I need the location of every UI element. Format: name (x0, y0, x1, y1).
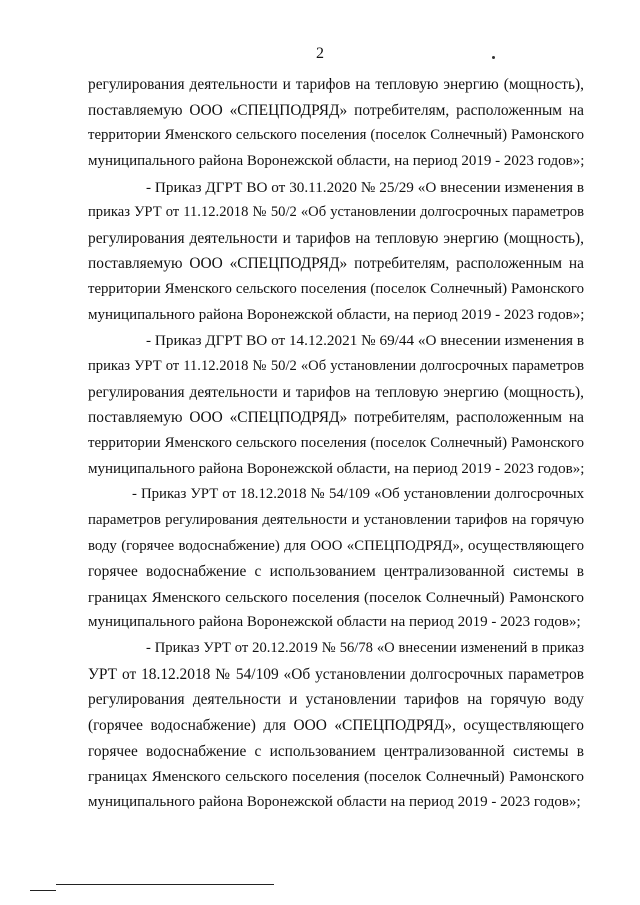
document-line: поставляемую ООО «СПЕЦПОДРЯД» потребителям, расположенным на (88, 409, 584, 427)
document-line: - Приказ ДГРТ ВО от 14.12.2021 № 69/44 «О внесении изменения в (146, 332, 584, 350)
document-line: регулирования деятельности и установлении тарифов на горячую воду (88, 691, 584, 709)
document-line: поставляемую ООО «СПЕЦПОДРЯД» потребителям, расположенным на (88, 101, 584, 119)
document-line: территории Яменского сельского поселения (поселок Солнечный) Рамонского (88, 281, 584, 298)
document-line: горячее водоснабжение с использованием централизованной системы в (88, 742, 584, 760)
document-line: - Приказ ДГРТ ВО от 30.11.2020 № 25/29 «О внесении изменения в (146, 178, 584, 196)
document-line: горячее водоснабжение с использованием централизованной системы в (88, 563, 584, 581)
document-line: муниципального района Воронежской области, на период 2019 - 2023 годов»; (88, 460, 585, 477)
document-line: границах Яменского сельского поселения (поселок Солнечный) Рамонского (88, 768, 584, 786)
document-line: границах Яменского сельского поселения (поселок Солнечный) Рамонского (88, 588, 584, 606)
document-line: муниципального района Воронежской области на период 2019 - 2023 годов»; (88, 614, 581, 631)
document-line: территории Яменского сельского поселения (поселок Солнечный) Рамонского (88, 434, 584, 451)
document-line: муниципального района Воронежской области, на период 2019 - 2023 годов»; (88, 152, 585, 169)
document-line: поставляемую ООО «СПЕЦПОДРЯД» потребителям, расположенным на (88, 255, 584, 273)
page-number: 2 (316, 45, 324, 62)
document-line: муниципального района Воронежской области, на период 2019 - 2023 годов»; (88, 306, 585, 323)
document-line: (горячее водоснабжение) для ООО «СПЕЦПОДРЯД», осуществляющего (88, 717, 584, 735)
document-line: муниципального района Воронежской области на период 2019 - 2023 годов»; (88, 793, 581, 810)
document-line: параметров регулирования деятельности и установлении тарифов на горячую (88, 511, 584, 528)
scan-speck (492, 56, 495, 59)
document-line: приказ УРТ от 11.12.2018 № 50/2 «Об установлении долгосрочных параметров (88, 358, 584, 375)
document-line: территории Яменского сельского поселения (поселок Солнечный) Рамонского (88, 127, 584, 144)
document-line: УРТ от 18.12.2018 № 54/109 «Об установлении долгосрочных параметров (88, 665, 584, 683)
document-line: воду (горячее водоснабжение) для ООО «СПЕЦПОДРЯД», осуществляющего (88, 537, 584, 554)
footer-rule-fragment (30, 890, 56, 891)
document-line: приказ УРТ от 11.12.2018 № 50/2 «Об установлении долгосрочных параметров (88, 204, 584, 221)
document-line: регулирования деятельности и тарифов на тепловую энергию (мощность), (88, 229, 584, 247)
document-line: регулирования деятельности и тарифов на тепловую энергию (мощность), (88, 383, 584, 401)
document-body (88, 72, 584, 816)
document-line: регулирования деятельности и тарифов на тепловую энергию (мощность), (88, 76, 584, 93)
document-line: - Приказ УРТ от 20.12.2019 № 56/78 «О внесении изменений в приказ (146, 640, 584, 657)
footer-rule (56, 884, 274, 885)
document-line: - Приказ УРТ от 18.12.2018 № 54/109 «Об установлении долгосрочных (132, 486, 584, 503)
